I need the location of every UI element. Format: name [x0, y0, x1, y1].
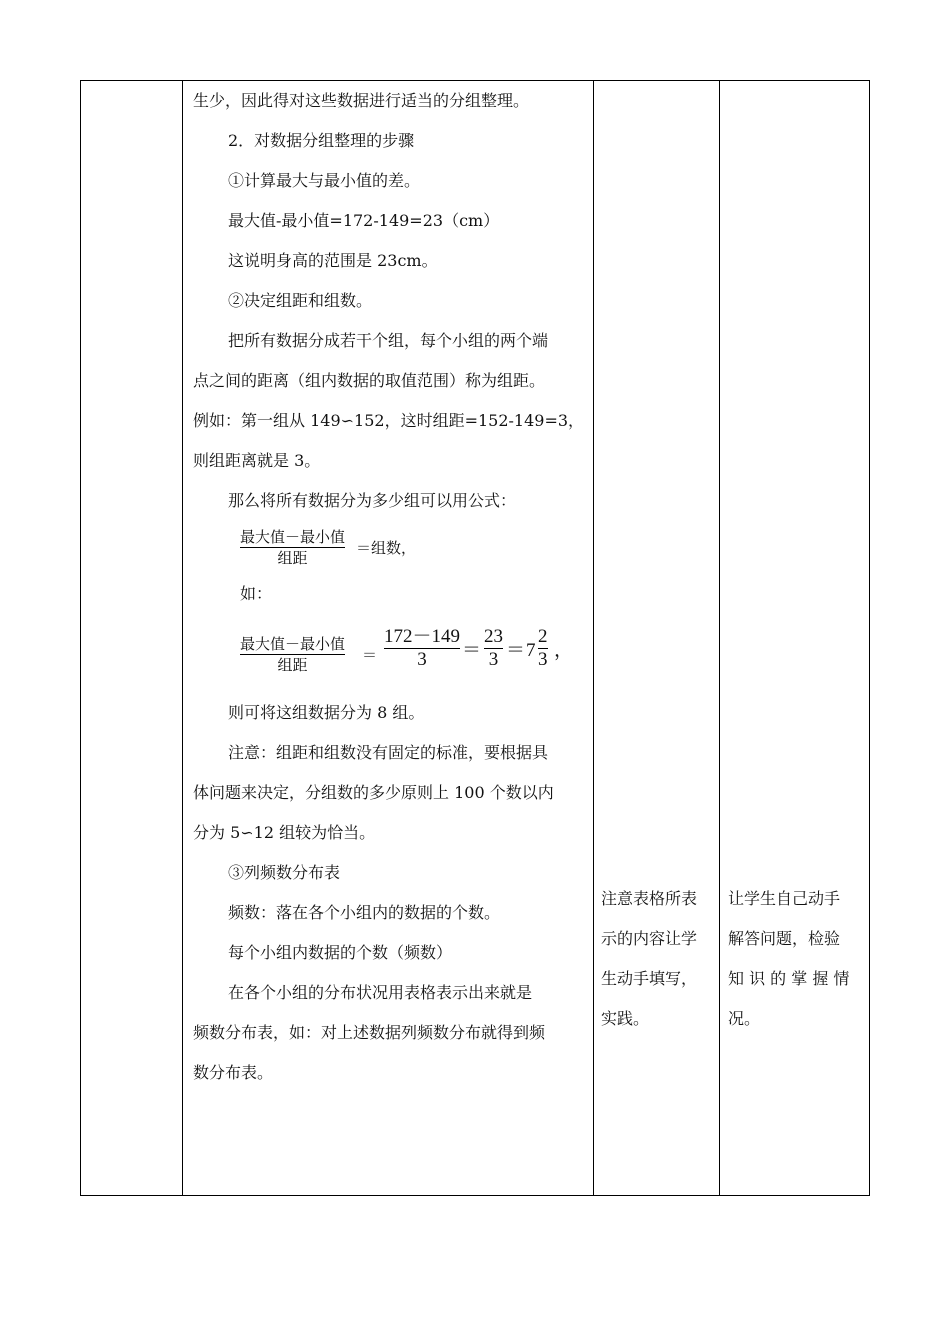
paragraph: 点之间的距离（组内数据的取值范围）称为组距。 [193, 371, 546, 390]
table-border-left [80, 80, 81, 1196]
paragraph: 频数：落在各个小组内的数据的个数。 [228, 903, 501, 922]
intent-line: 解答问题，检验 [728, 929, 841, 948]
step-heading: ③列频数分布表 [228, 863, 341, 882]
formula-fraction [384, 626, 460, 671]
section-heading: 2．对数据分组整理的步骤 [228, 131, 415, 150]
formula-fraction [484, 626, 503, 671]
fraction-numerator: 最大值－最小值 [240, 528, 346, 546]
paragraph: 数分布表。 [193, 1063, 274, 1082]
paragraph: 在各个小组的分布状况用表格表示出来就是 [228, 983, 533, 1002]
step-heading: ①计算最大与最小值的差。 [228, 171, 421, 190]
fraction-denominator: 3 [538, 649, 548, 670]
formula-rhs: ＝组数， [356, 539, 417, 557]
paragraph: 则组距离就是 3。 [193, 451, 321, 470]
equals-sign: ＝ [362, 646, 378, 664]
fraction-denominator: 3 [417, 649, 427, 670]
paragraph: 则可将这组数据分为 8 组。 [228, 703, 425, 722]
fraction-numerator: 23 [484, 626, 503, 647]
formula-comma: ， [554, 640, 574, 661]
intent-line: 让学生自己动手 [728, 889, 841, 908]
paragraph: 如： [240, 584, 273, 603]
paragraph: 每个小组内数据的个数（频数） [228, 943, 453, 962]
formula-fraction [240, 527, 345, 568]
column-divider-3 [719, 80, 720, 1196]
table-border-right [869, 80, 870, 1196]
paragraph: 那么将所有数据分为多少组可以用公式： [228, 491, 517, 510]
paragraph: 最大值-最小值=172-149=23（cm） [228, 211, 500, 230]
column-divider-1 [182, 80, 183, 1196]
fraction-denominator: 3 [488, 649, 499, 670]
paragraph: 生少，因此得对这些数据进行适当的分组整理。 [193, 91, 530, 110]
paragraph: 频数分布表，如：对上述数据列频数分布就得到频 [193, 1023, 546, 1042]
note-line: 注意表格所表 [601, 889, 698, 908]
paragraph: 体问题来决定，分组数的多少原则上 100 个数以内 [193, 783, 554, 802]
paragraph: 这说明身高的范围是 23cm。 [228, 251, 438, 270]
note-line: 生动手填写， [601, 969, 698, 988]
note-line: 示的内容让学 [601, 929, 698, 948]
equals-sign: ＝ [506, 640, 526, 661]
note-line: 实践。 [601, 1009, 650, 1028]
equals-sign: ＝ [462, 640, 482, 661]
formula-fraction [538, 626, 548, 671]
mixed-number-whole: 7 [526, 640, 536, 661]
fraction-denominator: 组距 [277, 656, 308, 674]
column-divider-2 [593, 80, 594, 1196]
fraction-numerator: 2 [538, 626, 548, 647]
table-top-border [80, 80, 870, 81]
paragraph: 注意：组距和组数没有固定的标准，要根据具 [228, 743, 549, 762]
table-bottom-border [80, 1195, 870, 1196]
fraction-numerator: 最大值－最小值 [240, 635, 346, 653]
paragraph: 把所有数据分成若干个组，每个小组的两个端 [228, 331, 549, 350]
step-heading: ②决定组距和组数。 [228, 291, 373, 310]
intent-line: 况。 [728, 1009, 761, 1028]
fraction-denominator: 组距 [277, 549, 308, 567]
formula-fraction [240, 634, 345, 675]
fraction-numerator: 172－149 [384, 626, 461, 647]
paragraph: 例如：第一组从 149∽152，这时组距=152-149=3， [193, 411, 585, 430]
paragraph: 分为 5∽12 组较为恰当。 [193, 823, 376, 842]
intent-line: 知 识 的 掌 握 情 [728, 969, 850, 988]
